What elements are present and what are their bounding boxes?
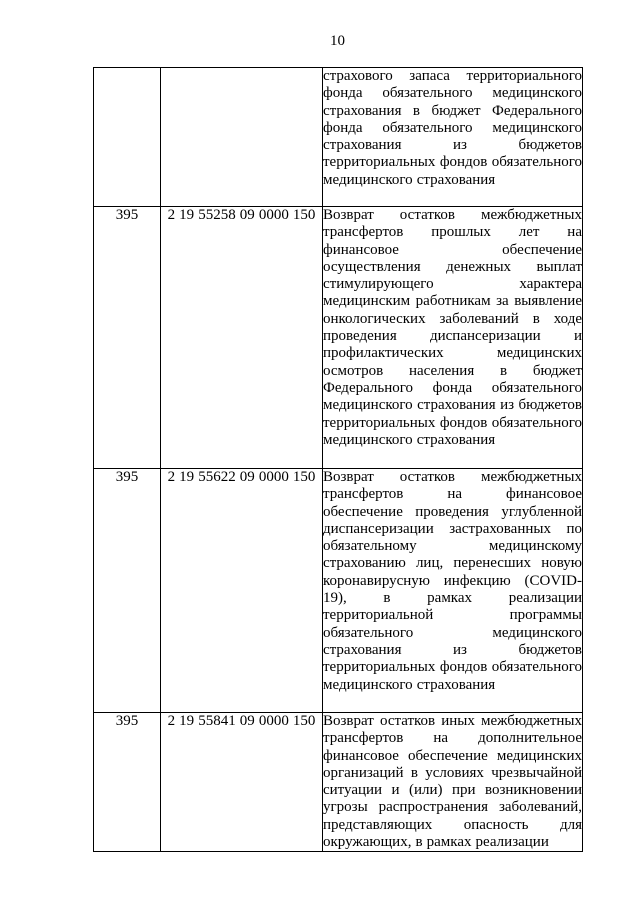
budget-codes-table (93, 67, 583, 852)
code-cell: 395 (94, 469, 161, 713)
code-cell: 395 (94, 713, 161, 852)
description-cell: Возврат остатков иных межбюджетных трансфертов на дополнительное финансовое обеспечение медицинских организаций в условиях чрезвычайной ситуации и (или) при возникновении угрозы распространения заболеваний, представляющих опасность для окружающих, в рамках реализации (323, 713, 582, 851)
description-cell: Возврат остатков межбюджетных трансфертов на финансовое обеспечение проведения углубленной диспансеризации застрахованных по обязательному медицинскому страхованию лиц, перенесших новую коронавирусную инфекцию (COVID-19), в рамках реализации территориальной программы обязательного медицинского страхования из бюджетов территориальных фондов обязательного медицинского страхования (323, 469, 583, 713)
table-row (94, 469, 583, 713)
classification-cell: 2 19 55258 09 0000 150 (161, 207, 323, 469)
code-cell (94, 68, 161, 207)
classification-cell (161, 68, 323, 207)
classification-cell: 2 19 55841 09 0000 150 (161, 713, 323, 852)
table-row (94, 713, 583, 852)
table-row (94, 68, 583, 207)
table-row (94, 207, 583, 469)
code-cell: 395 (94, 207, 161, 469)
classification-cell: 2 19 55622 09 0000 150 (161, 469, 323, 713)
description-cell: Возврат остатков межбюджетных трансфертов прошлых лет на финансовое обеспечение осуществления денежных выплат стимулирующего характера медицинским работникам за выявление онкологических заболеваний в ходе проведения диспансеризации и профилактических медицинских осмотров населения в бюджет Федерального фонда обязательного медицинского страхования из бюджетов территориальных фондов обязательного медицинского страхования (323, 207, 583, 469)
description-cell: страхового запаса территориального фонда обязательного медицинского страхования в бюджет Федерального фонда обязательного медицинского страхования из бюджетов территориальных фондов обязательного медицинского страхования (323, 68, 583, 207)
page-number: 10 (330, 33, 345, 49)
